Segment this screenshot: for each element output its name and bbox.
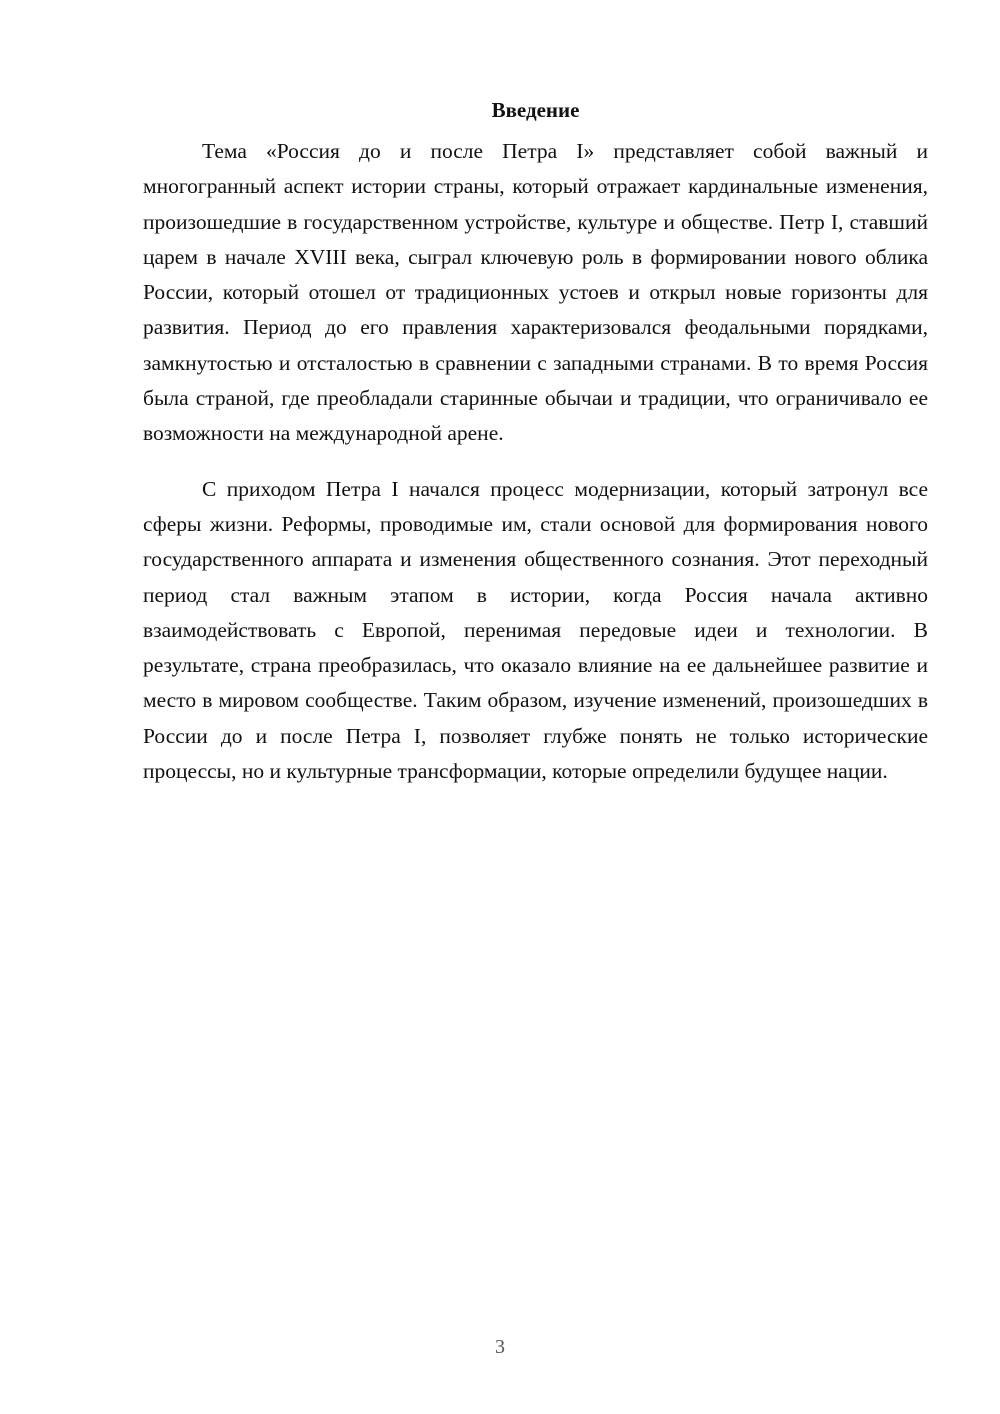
section-heading: Введение	[491, 98, 580, 122]
paragraph-1: Тема «Россия до и после Петра I» представляет собой важный и многогранный аспект истории страны, который отражает кардинальные изменения, произошедшие в государственном устройстве, культуре и обществе. Петр I, ставший царем в начале XVIII века, сыграл ключевую роль в формировании нового облика России, который отошел от традиционных устоев и открыл новые горизонты для развития. Период до его правления характеризовался феодальными порядками, замкнутостью и отсталостью в сравнении с западными странами. В то время Россия была страной, где преобладали старинные обычаи и традиции, что ограничивало ее возможности на международной арене.	[143, 139, 928, 446]
page-number: 3	[495, 1336, 505, 1358]
paragraph-2: С приходом Петра I начался процесс модернизации, который затронул все сферы жизни. Реформы, проводимые им, стали основой для формирования нового государственного аппарата и изменения общественного сознания. Этот переходный период стал важным этапом в истории, когда Россия начала активно взаимодействовать с Европой, перенимая передовые идеи и технологии. В результате, страна преобразилась, что оказало влияние на ее дальнейшее развитие и место в мировом сообществе. Таким образом, изучение изменений, произошедших в России до и после Петра I, позволяет глубже понять не только исторические процессы, но и культурные трансформации, которые определили будущее нации.	[143, 476, 928, 784]
page-content	[143, 94, 928, 789]
